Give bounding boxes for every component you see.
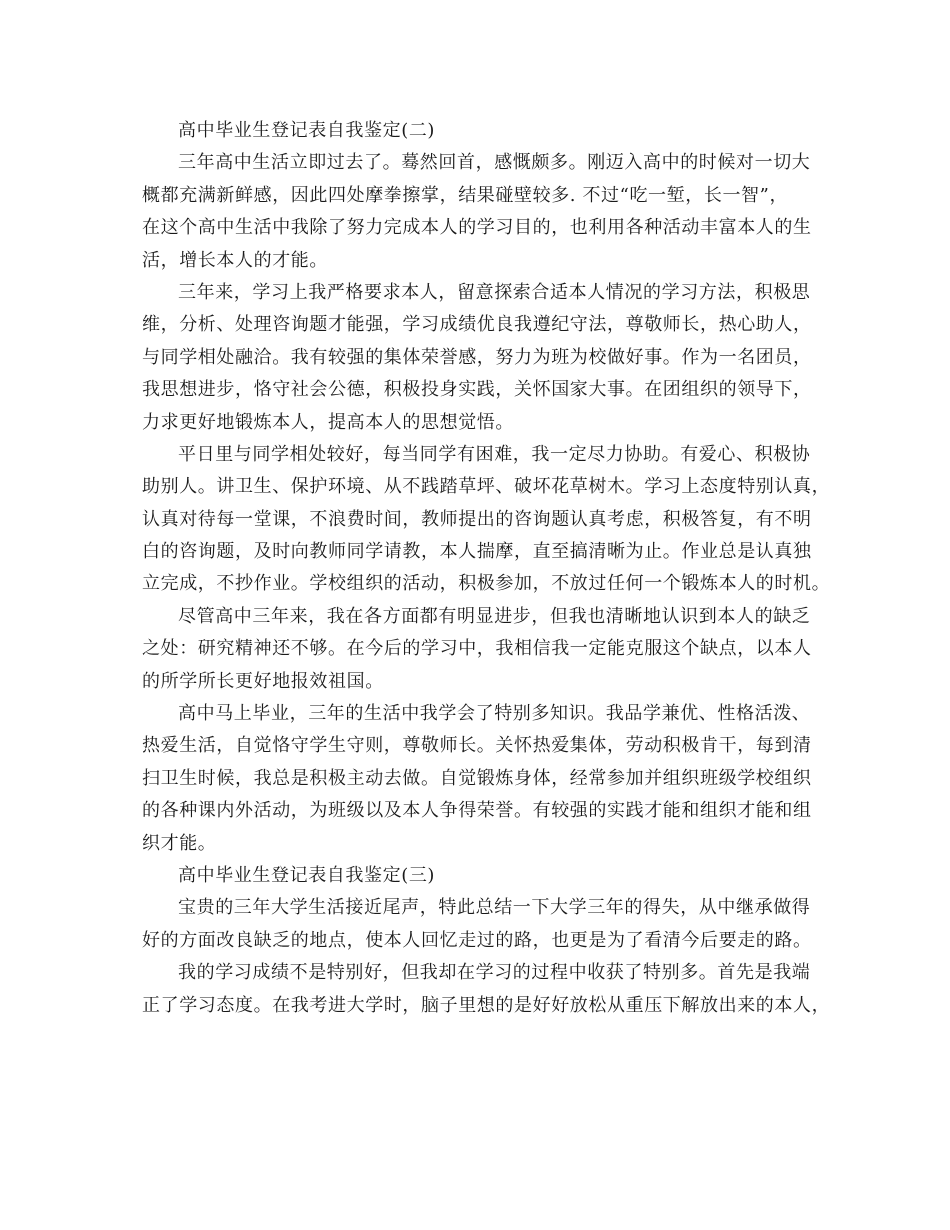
text-line: 活，增长本人的才能。 (142, 249, 328, 271)
text-line: 好的方面改良缺乏的地点，使本人回忆走过的路，也更是为了看清今后要走的路。 (142, 929, 812, 951)
text-line: 高中毕业生登记表自我鉴定(三) (178, 864, 436, 886)
text-line: 宝贵的三年大学生活接近尾声，特此总结一下大学三年的得失，从中继承做得 (178, 897, 811, 919)
text-line: 扫卫生时候，我总是积极主动去做。自觉锻炼身体，经常参加并组织班级学校组织 (142, 767, 812, 789)
text-line: 我思想进步，恪守社会公德，积极投身实践，关怀国家大事。在团组织的领导下， (142, 379, 812, 401)
text-line: 三年高中生活立即过去了。蓦然回首，感慨颇多。刚迈入高中的时候对一切大 (178, 152, 811, 174)
text-line: 助别人。讲卫生、保护环境、从不践踏草坪、破坏花草树木。学习上态度特别认真， (142, 476, 831, 498)
text-line: 在这个高中生活中我除了努力完成本人的学习目的，也利用各种活动丰富本人的生 (142, 217, 812, 239)
text-line: 白的咨询题，及时向教师同学请教，本人揣摩，直至搞清晰为止。作业总是认真独 (142, 541, 812, 563)
text-line: 高中毕业生登记表自我鉴定(二) (178, 120, 436, 141)
text-line: 认真对待每一堂课，不浪费时间，教师提出的咨询题认真考虑，积极答复，有不明 (142, 508, 812, 530)
text-line: 尽管高中三年来，我在各方面都有明显进步，但我也清晰地认识到本人的缺乏 (178, 605, 811, 627)
text-line: 热爱生活，自觉恪守学生守则，尊敬师长。关怀热爱集体，劳动积极肯干，每到清 (142, 735, 812, 757)
text-line: 我的学习成绩不是特别好，但我却在学习的过程中收获了特别多。首先是我端 (178, 962, 811, 984)
text-line: 与同学相处融洽。我有较强的集体荣誉感，努力为班为校做好事。作为一名团员， (142, 346, 812, 368)
text-line: 三年来，学习上我严格要求本人，留意探索合适本人情况的学习方法，积极思 (178, 281, 811, 303)
text-line: 平日里与同学相处较好，每当同学有困难，我一定尽力协助。有爱心、积极协 (178, 443, 811, 465)
text-line: 织才能。 (142, 832, 217, 854)
text-line: 的所学所长更好地报效祖国。 (142, 670, 384, 692)
text-line: 高中马上毕业，三年的生活中我学会了特别多知识。我品学兼优、性格活泼、 (178, 703, 811, 725)
text-line: 概都充满新鲜感，因此四处摩拳擦掌，结果碰壁较多. 不过“吃一堑，长一智”， (142, 184, 789, 206)
text-line: 正了学习态度。在我考进大学时，脑子里想的是好好放松从重压下解放出来的本人， (142, 994, 831, 1016)
text-line: 立完成，不抄作业。学校组织的活动，积极参加，不放过任何一个锻炼本人的时机。 (142, 573, 831, 595)
document-body (142, 117, 831, 1024)
text-line: 的各种课内外活动，为班级以及本人争得荣誉。有较强的实践才能和组织才能和组 (142, 800, 812, 822)
text-line: 维，分析、处理咨询题才能强，学习成绩优良我遵纪守法，尊敬师长，热心助人， (142, 314, 812, 336)
text-line: 之处：研究精神还不够。在今后的学习中，我相信我一定能克服这个缺点，以本人 (142, 638, 812, 660)
text-line: 力求更好地锻炼本人，提高本人的思想觉悟。 (142, 411, 514, 433)
